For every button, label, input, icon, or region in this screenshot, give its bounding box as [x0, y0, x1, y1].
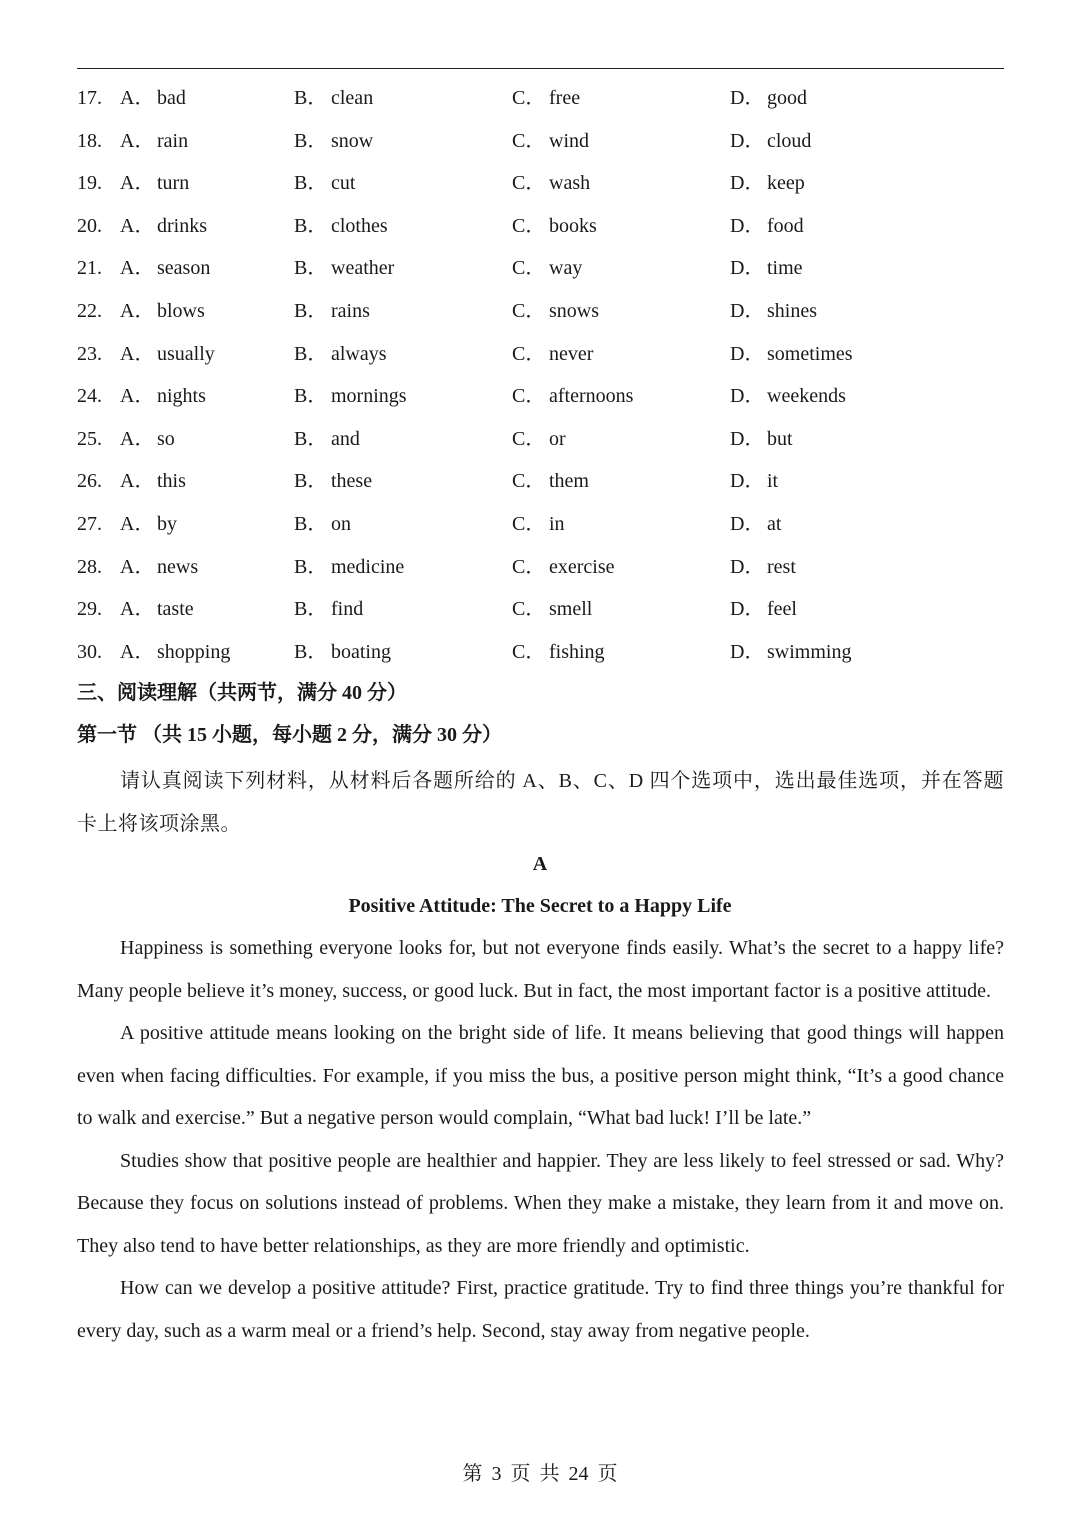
option-text: good — [767, 87, 807, 109]
option-letter: D． — [730, 299, 765, 322]
question-row — [77, 205, 1004, 248]
passage-paragraph: How can we develop a positive attitude? First, practice gratitude. Try to find three things you’re thankful for every day, such as a warm meal or a friend’s help. Second, stay away from negative people. — [77, 1277, 1004, 1342]
option-text: fishing — [549, 640, 605, 663]
question-number: 23. — [77, 342, 102, 365]
question-number: 21. — [77, 257, 102, 280]
option-text: nights — [157, 385, 206, 408]
option-text: keep — [767, 172, 805, 195]
option-c — [512, 162, 590, 205]
option-d — [730, 460, 778, 503]
option-letter: C． — [512, 172, 546, 195]
option-c — [512, 247, 582, 290]
option-letter: C． — [512, 299, 546, 322]
option-d — [730, 162, 805, 205]
option-a — [120, 546, 198, 589]
option-letter: D． — [730, 172, 765, 195]
option-a — [120, 418, 175, 461]
option-text: clean — [331, 87, 374, 109]
option-letter: A． — [120, 172, 155, 195]
option-text: weather — [331, 257, 395, 280]
option-letter: D． — [730, 214, 765, 237]
option-text: food — [767, 214, 804, 237]
question-row — [77, 546, 1004, 589]
option-letter: A． — [120, 598, 155, 621]
option-letter: D． — [730, 427, 765, 450]
option-a — [120, 375, 206, 418]
option-b — [294, 290, 370, 333]
question-number: 27. — [77, 512, 102, 535]
option-a — [120, 631, 230, 674]
option-letter: B． — [294, 555, 328, 578]
question-row — [77, 333, 1004, 376]
option-letter: A． — [120, 470, 155, 493]
option-b — [294, 460, 372, 503]
option-b — [294, 631, 391, 674]
option-d — [730, 120, 811, 163]
question-row — [77, 162, 1004, 205]
option-b — [294, 418, 360, 461]
option-letter: A． — [120, 299, 155, 322]
option-text: snows — [549, 299, 600, 322]
option-d — [730, 333, 853, 376]
option-text: and — [331, 427, 360, 450]
option-letter: A． — [120, 427, 155, 450]
option-text: in — [549, 512, 565, 535]
question-row — [77, 631, 1004, 674]
option-c — [512, 631, 605, 674]
option-text: always — [331, 342, 387, 365]
option-a — [120, 333, 215, 376]
passage-label: A — [532, 853, 548, 875]
option-letter: C． — [512, 385, 546, 408]
option-letter: D． — [730, 257, 765, 280]
option-c — [512, 588, 592, 631]
option-letter: B． — [294, 299, 328, 322]
option-letter: C． — [512, 214, 546, 237]
option-a — [120, 460, 186, 503]
option-a — [120, 205, 207, 248]
question-row — [77, 418, 1004, 461]
passage-title: Positive Attitude: The Secret to a Happy Life — [348, 895, 732, 917]
option-text: turn — [157, 172, 190, 195]
option-text: way — [549, 257, 583, 280]
option-text: this — [157, 470, 186, 493]
question-number: 17. — [77, 87, 102, 109]
question-number: 29. — [77, 598, 102, 621]
option-text: cloud — [767, 129, 812, 152]
question-number: 24. — [77, 385, 102, 408]
option-text: feel — [767, 598, 797, 621]
option-text: wind — [549, 129, 589, 152]
option-letter: B． — [294, 640, 328, 663]
option-letter: C． — [512, 342, 546, 365]
option-c — [512, 503, 565, 546]
option-a — [120, 120, 188, 163]
part-heading: 第一节 （共 15 小题，每小题 2 分，满分 30 分） — [77, 724, 502, 746]
option-letter: A． — [120, 257, 155, 280]
option-letter: A． — [120, 512, 155, 535]
option-text: swimming — [767, 640, 852, 663]
option-text: news — [157, 555, 199, 578]
question-number: 20. — [77, 214, 102, 237]
option-b — [294, 120, 373, 163]
option-letter: C． — [512, 129, 546, 152]
option-text: by — [157, 512, 177, 535]
question-number: 22. — [77, 299, 102, 322]
option-c — [512, 120, 589, 163]
option-text: medicine — [331, 555, 405, 578]
option-letter: D． — [730, 385, 765, 408]
option-letter: D． — [730, 512, 765, 535]
option-letter: D． — [730, 129, 765, 152]
option-d — [730, 375, 846, 418]
option-b — [294, 333, 387, 376]
option-letter: D． — [730, 640, 765, 663]
option-letter: A． — [120, 342, 155, 365]
question-row — [77, 247, 1004, 290]
option-text: on — [331, 512, 351, 535]
question-number: 28. — [77, 555, 102, 578]
option-text: rest — [767, 555, 796, 578]
option-text: sometimes — [767, 342, 853, 365]
option-text: rains — [331, 299, 370, 322]
option-a — [120, 77, 186, 120]
option-letter: D． — [730, 555, 765, 578]
option-text: wash — [549, 172, 591, 195]
option-letter: B． — [294, 342, 328, 365]
passage-paragraph: Happiness is something everyone looks for, but not everyone finds easily. What’s the secret to a happy life? Many people believe it’s money, success, or good luck. But in fact, the most important factor is a positive attitude. — [77, 937, 1004, 1002]
option-letter: B． — [294, 87, 328, 109]
option-b — [294, 205, 388, 248]
option-letter: B． — [294, 470, 328, 493]
option-text: usually — [157, 342, 215, 365]
option-letter: C． — [512, 640, 546, 663]
option-letter: B． — [294, 427, 328, 450]
option-letter: B． — [294, 257, 328, 280]
option-letter: C． — [512, 512, 546, 535]
option-text: taste — [157, 598, 194, 621]
section-heading: 三、阅读理解（共两节，满分 40 分） — [77, 682, 407, 704]
question-number: 19. — [77, 172, 102, 195]
option-d — [730, 503, 781, 546]
option-b — [294, 77, 373, 120]
option-b — [294, 503, 351, 546]
option-letter: A． — [120, 129, 155, 152]
option-letter: A． — [120, 640, 155, 663]
option-c — [512, 460, 589, 503]
option-letter: B． — [294, 129, 328, 152]
option-c — [512, 546, 615, 589]
option-b — [294, 588, 363, 631]
option-d — [730, 77, 807, 120]
option-a — [120, 162, 189, 205]
option-text: clothes — [331, 214, 388, 237]
question-row — [77, 503, 1004, 546]
option-text: shines — [767, 299, 817, 322]
option-text: find — [331, 598, 364, 621]
question-number: 25. — [77, 427, 102, 450]
option-d — [730, 205, 804, 248]
option-text: or — [549, 427, 566, 450]
option-letter: B． — [294, 172, 328, 195]
option-letter: B． — [294, 512, 328, 535]
option-d — [730, 247, 803, 290]
option-text: so — [157, 427, 175, 450]
option-c — [512, 77, 580, 120]
question-number: 26. — [77, 470, 102, 493]
option-letter: D． — [730, 87, 765, 109]
option-b — [294, 546, 404, 589]
passage-body — [77, 927, 1004, 1352]
option-text: at — [767, 512, 782, 535]
option-b — [294, 375, 407, 418]
option-d — [730, 290, 817, 333]
option-letter: C． — [512, 598, 546, 621]
option-letter: C． — [512, 257, 546, 280]
option-text: drinks — [157, 214, 207, 237]
option-text: these — [331, 470, 373, 493]
passage-paragraph: Studies show that positive people are healthier and happier. They are less likely to feel stressed or sad. Why? Because they focus on solutions instead of problems. When they make a mistake, they learn from it and move on. They also tend to have better relationships, as they are more friendly and optimistic. — [77, 1149, 1004, 1257]
option-text: never — [549, 342, 594, 365]
option-c — [512, 290, 599, 333]
option-text: free — [549, 87, 581, 109]
question-row — [77, 120, 1004, 163]
page-number: 第 3 页 共 24 页 — [462, 1463, 618, 1485]
option-d — [730, 588, 797, 631]
option-letter: D． — [730, 470, 765, 493]
option-d — [730, 418, 793, 461]
option-text: snow — [331, 129, 374, 152]
option-letter: B． — [294, 385, 328, 408]
question-row — [77, 77, 1004, 120]
question-row — [77, 588, 1004, 631]
option-letter: C． — [512, 87, 546, 109]
option-text: mornings — [331, 385, 407, 408]
option-letter: D． — [730, 342, 765, 365]
option-text: exercise — [549, 555, 615, 578]
option-text: smell — [549, 598, 593, 621]
option-text: blows — [157, 299, 205, 322]
question-row — [77, 290, 1004, 333]
option-a — [120, 503, 177, 546]
question-number: 18. — [77, 129, 102, 152]
option-letter: C． — [512, 470, 546, 493]
option-text: cut — [331, 172, 356, 195]
instructions: 请认真阅读下列材料，从材料后各题所给的 A、B、C、D 四个选项中，选出最佳选项，并在答题卡上将该项涂黑。 — [77, 770, 1004, 835]
option-letter: A． — [120, 214, 155, 237]
option-a — [120, 247, 210, 290]
passage-paragraph: A positive attitude means looking on the bright side of life. It means believing that good things will happen even when facing difficulties. For example, if you miss the bus, a positive person might think, “It’s a good chance to walk and exercise.” But a negative person would complain, “What bad luck! I’ll be late.” — [77, 1022, 1004, 1129]
option-c — [512, 375, 633, 418]
option-text: it — [767, 470, 779, 493]
option-b — [294, 162, 355, 205]
option-a — [120, 588, 194, 631]
option-text: them — [549, 470, 589, 493]
option-text: shopping — [157, 640, 231, 663]
option-letter: A． — [120, 555, 155, 578]
option-text: weekends — [767, 385, 846, 408]
option-text: books — [549, 214, 597, 237]
option-b — [294, 247, 394, 290]
option-text: but — [767, 427, 793, 450]
option-text: time — [767, 257, 803, 280]
option-text: afternoons — [549, 385, 634, 408]
option-a — [120, 290, 205, 333]
option-c — [512, 333, 593, 376]
option-letter: C． — [512, 427, 546, 450]
option-d — [730, 631, 851, 674]
option-c — [512, 205, 597, 248]
question-number: 30. — [77, 640, 102, 663]
answer-options-list — [77, 77, 1004, 673]
option-text: rain — [157, 129, 189, 152]
header-rule — [77, 68, 1004, 69]
option-text: boating — [331, 640, 391, 663]
option-d — [730, 546, 796, 589]
option-letter: B． — [294, 598, 328, 621]
option-letter: A． — [120, 385, 155, 408]
option-letter: D． — [730, 598, 765, 621]
option-c — [512, 418, 566, 461]
option-letter: A． — [120, 87, 155, 109]
question-row — [77, 460, 1004, 503]
option-letter: B． — [294, 214, 328, 237]
question-row — [77, 375, 1004, 418]
option-text: season — [157, 257, 211, 280]
option-letter: C． — [512, 555, 546, 578]
option-text: bad — [157, 87, 186, 109]
